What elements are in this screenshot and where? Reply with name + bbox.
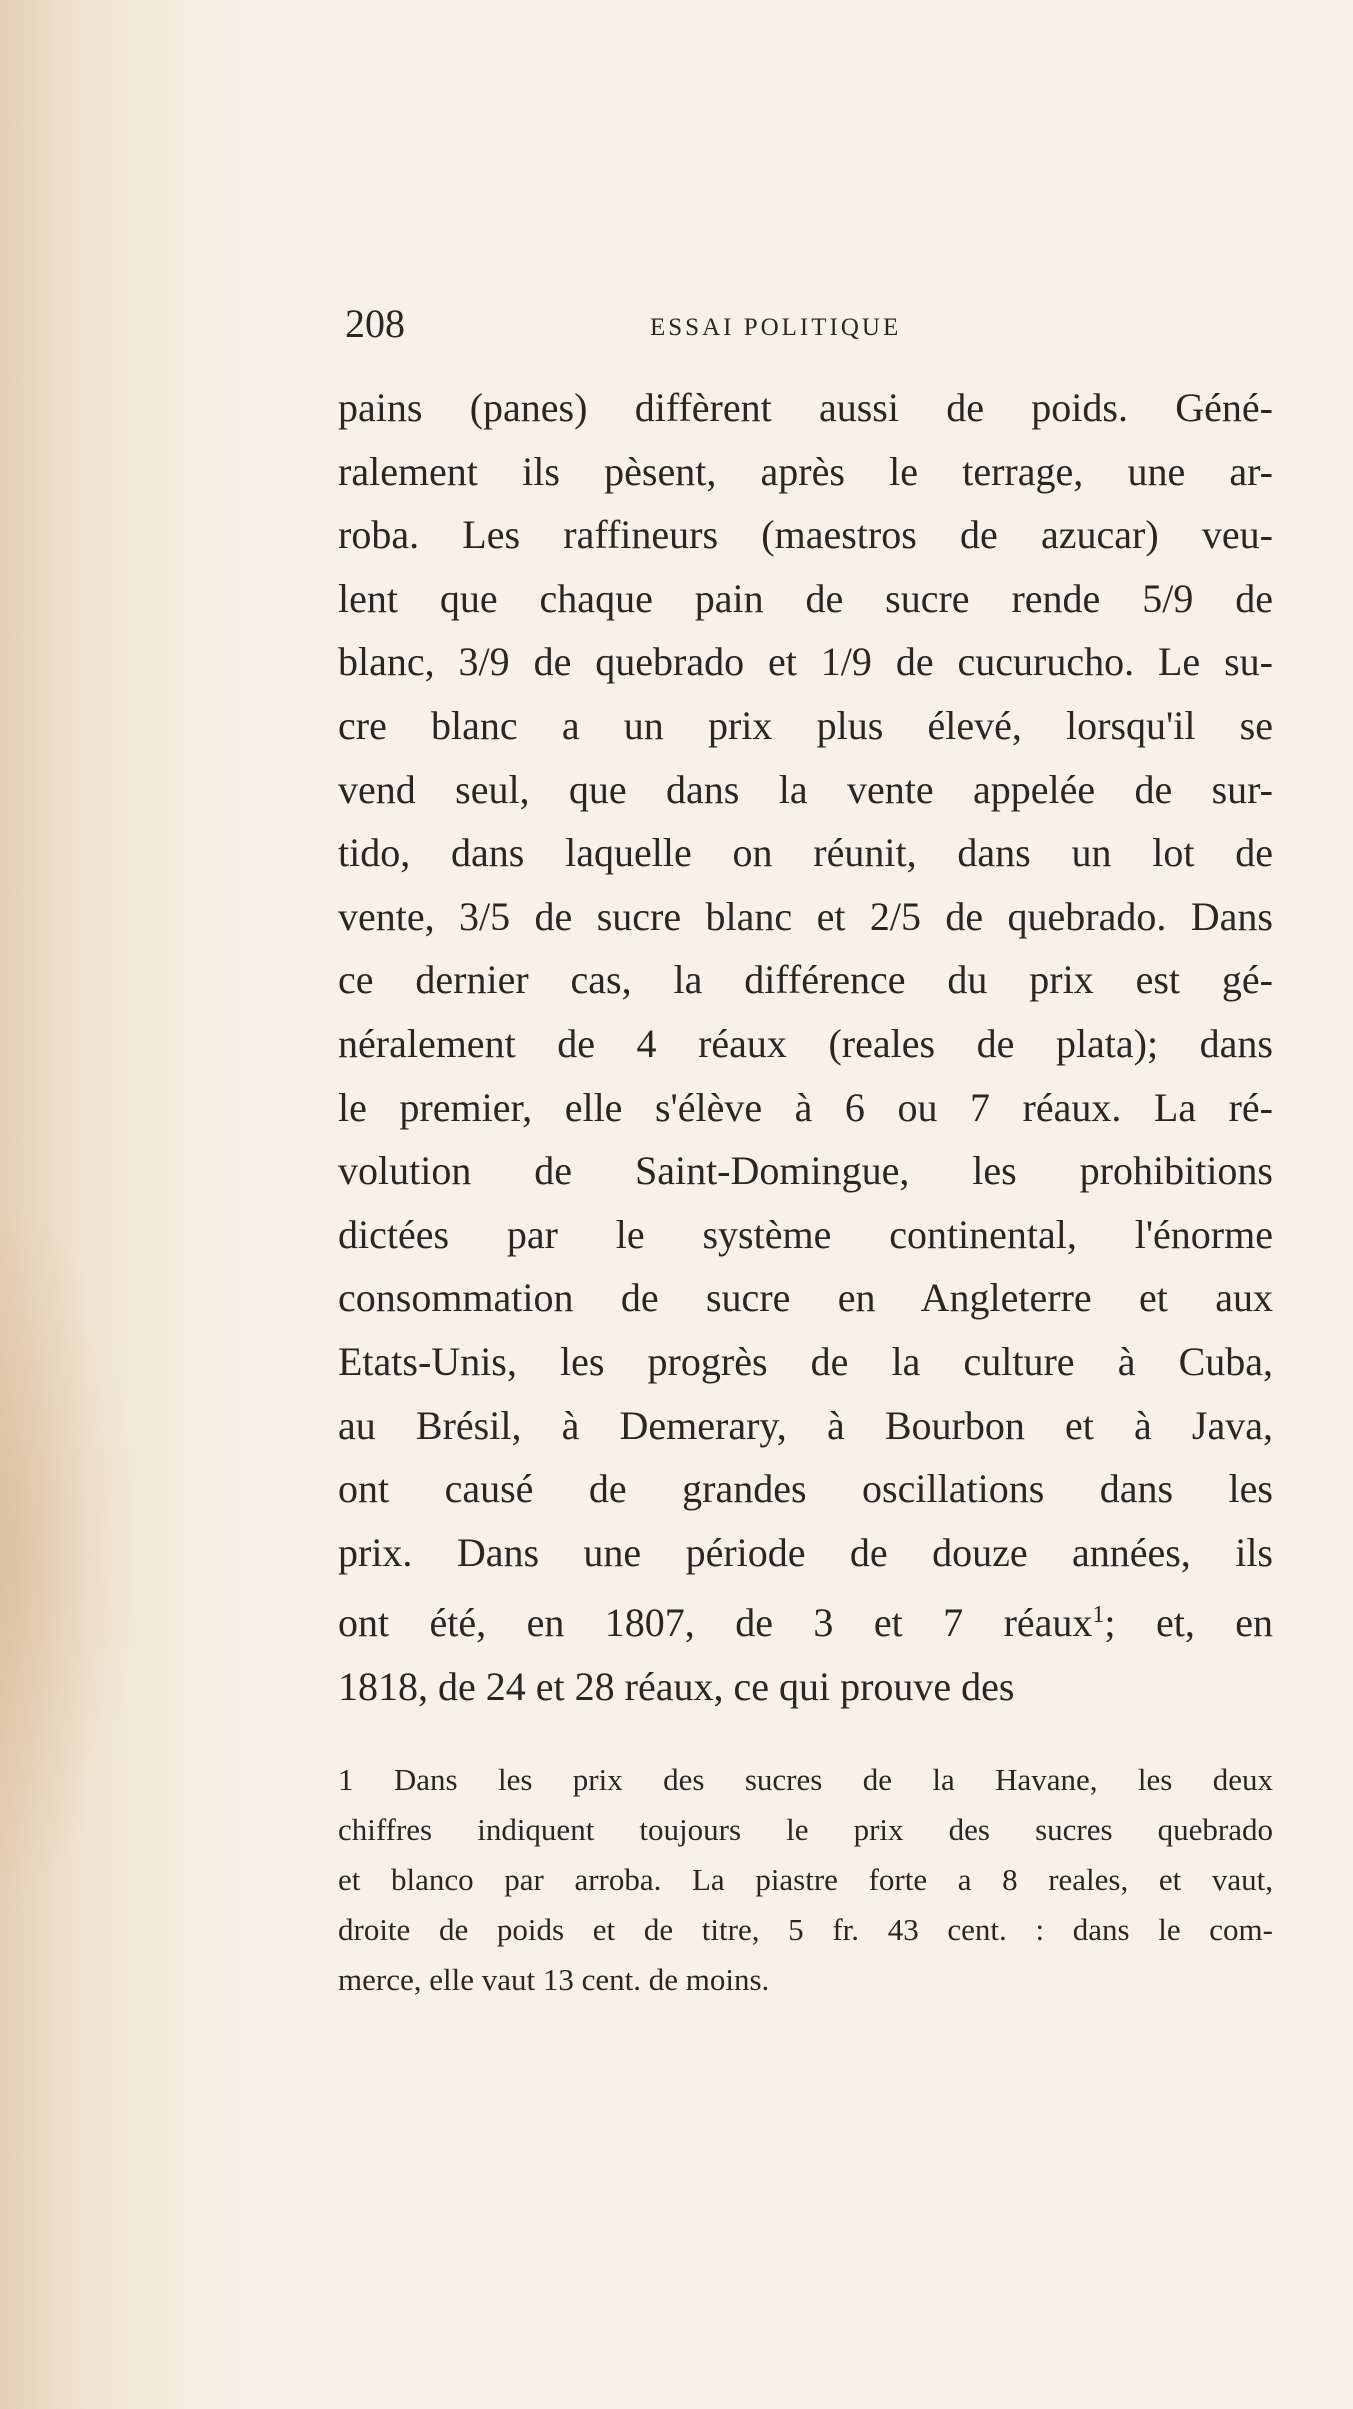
text-line: consommation de sucre en Angleterre et aux xyxy=(338,1275,1273,1321)
footnote-line: chiffres indiquent toujours le prix des sucres quebrado xyxy=(338,1812,1273,1847)
text-line: néralement de 4 réaux (reales de plata); dans xyxy=(338,1020,1273,1066)
paper-stain-lower xyxy=(0,1200,140,1900)
text-line: ralement ils pèsent, après le terrage, une ar- xyxy=(338,448,1273,494)
text-line: au Brésil, à Demerary, à Bourbon et à Java, xyxy=(338,1402,1273,1448)
text-line: ont causé de grandes oscillations dans les xyxy=(338,1466,1273,1512)
running-head: ESSAI POLITIQUE xyxy=(650,314,902,341)
text-line-part: ; et, en xyxy=(1104,1600,1274,1646)
page-header xyxy=(345,300,1045,360)
main-text xyxy=(338,376,1273,1718)
footnote-line: merce, elle vaut 13 cent. de moins. xyxy=(338,1962,770,1997)
text-line-part: ont été, en 1807, de 3 et 7 réaux xyxy=(338,1600,1093,1646)
footnote-line: droite de poids et de titre, 5 fr. 43 cent. : dans le com- xyxy=(338,1912,1273,1947)
footnote-line: et blanco par arroba. La piastre forte a 8 reales, et vaut, xyxy=(338,1862,1273,1897)
text-line: tido, dans laquelle on réunit, dans un lot de xyxy=(338,830,1273,876)
text-line: roba. Les raffineurs (maestros de azucar) veu- xyxy=(338,512,1273,558)
text-line-with-footnote xyxy=(338,1584,1273,1655)
text-line: vente, 3/5 de sucre blanc et 2/5 de quebrado. Dans xyxy=(338,893,1273,939)
text-line: pains (panes) diffèrent aussi de poids. Géné- xyxy=(338,385,1273,430)
text-line: blanc, 3/9 de quebrado et 1/9 de cucurucho. Le su- xyxy=(338,639,1273,685)
footnote-line: 1 Dans les prix des sucres de la Havane, les deux xyxy=(338,1762,1273,1797)
text-line: cre blanc a un prix plus élevé, lorsqu'il se xyxy=(338,702,1273,748)
text-line: prix. Dans une période de douze années, ils xyxy=(338,1529,1273,1575)
page-number: 208 xyxy=(345,301,405,346)
text-line: lent que chaque pain de sucre rende 5/9 de xyxy=(338,575,1273,621)
footnote xyxy=(338,1755,1273,2005)
text-line: dictées par le système continental, l'énorme xyxy=(338,1211,1273,1257)
text-line: vend seul, que dans la vente appelée de sur- xyxy=(338,766,1273,812)
text-line: Etats-Unis, les progrès de la culture à Cuba, xyxy=(338,1338,1273,1384)
text-line: 1818, de 24 et 28 réaux, ce qui prouve des xyxy=(338,1663,1015,1709)
footnote-marker: 1 xyxy=(1092,1602,1105,1629)
text-line: ce dernier cas, la différence du prix est gé- xyxy=(338,957,1273,1003)
text-line: volution de Saint-Domingue, les prohibitions xyxy=(338,1148,1273,1194)
text-line: le premier, elle s'élève à 6 ou 7 réaux. La ré- xyxy=(338,1084,1273,1130)
